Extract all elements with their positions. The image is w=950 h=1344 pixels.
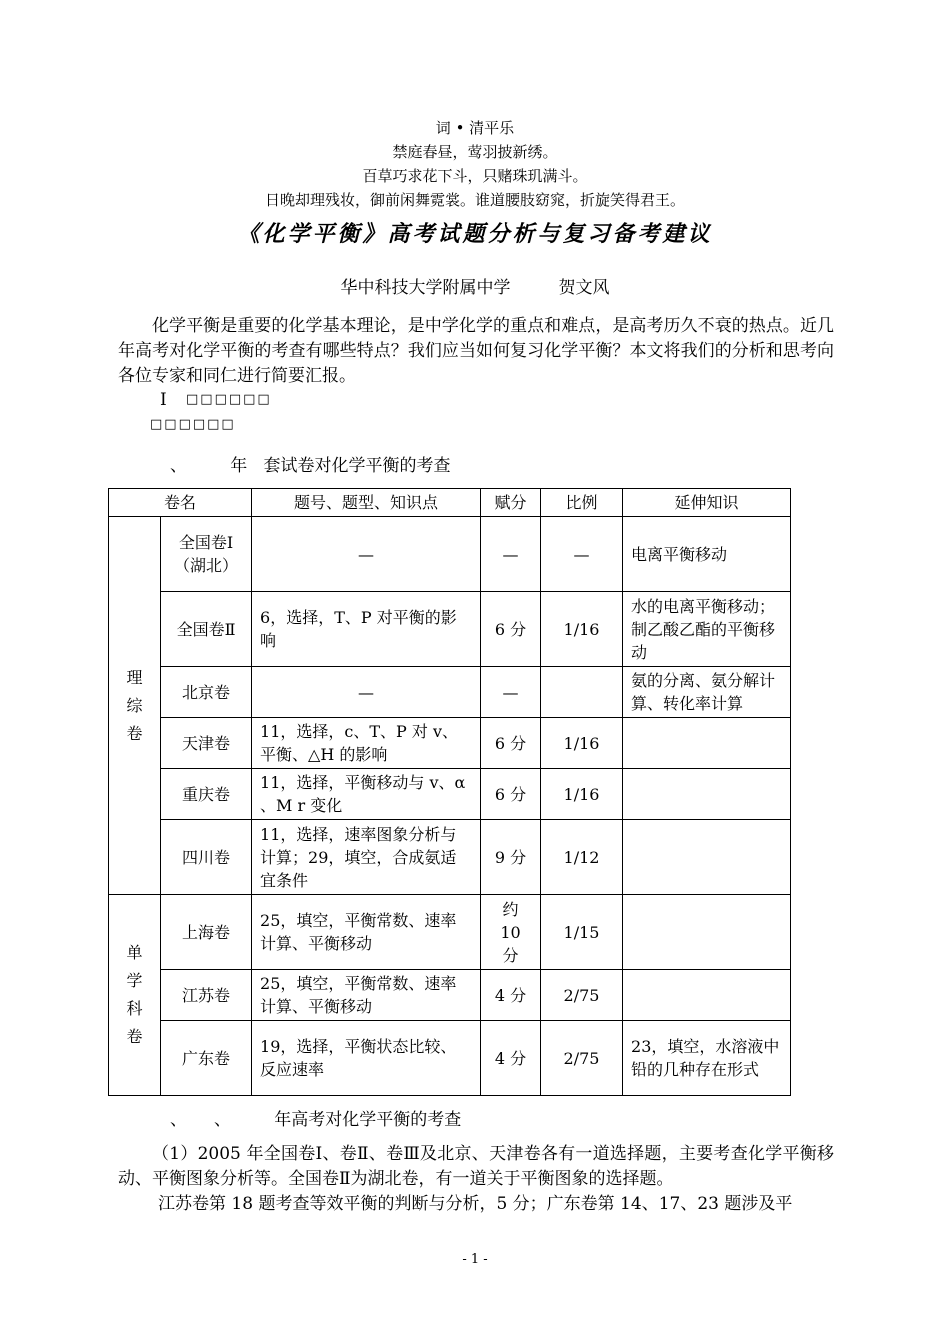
cell-ext: 电离平衡移动	[623, 517, 791, 592]
cell-score: 6 分	[481, 718, 541, 769]
article-title: 《化学平衡》高考试题分析与复习备考建议	[237, 221, 713, 247]
cell-topic: 19，选择，平衡状态比较、反应速率	[252, 1021, 481, 1096]
cell-name: 重庆卷	[161, 769, 252, 820]
exam-table	[108, 488, 791, 1096]
cell-ratio	[541, 667, 623, 718]
cell-topic: 11，选择，速率图象分析与计算；29，填空，合成氨适宜条件	[252, 820, 481, 895]
group-cell-2: 单学科卷	[109, 895, 161, 1096]
author-line	[0, 273, 950, 298]
cell-name: 江苏卷	[161, 970, 252, 1021]
cell-score: 4 分	[481, 1021, 541, 1096]
section-number: Ⅰ	[160, 390, 167, 410]
header-cell: 赋分	[481, 489, 541, 517]
cell-topic: 25，填空，平衡常数、速率计算、平衡移动	[252, 895, 481, 970]
body-paragraph-1: （1）2005 年全国卷Ⅰ、卷Ⅱ、卷Ⅲ及北京、天津卷各有一道选择题，主要考查化学平衡移动、平衡图象分析等。全国卷Ⅱ为湖北卷，有一道关于平衡图象的选择题。	[118, 1144, 834, 1189]
table-caption: 、 年 套试卷对化学平衡的考查	[170, 456, 451, 476]
cell-ext: 23，填空，水溶液中铅的几种存在形式	[623, 1021, 791, 1096]
school-name: 华中科技大学附属中学	[340, 278, 511, 298]
cell-ratio: —	[541, 517, 623, 592]
table-row	[109, 1021, 791, 1096]
cell-score: —	[481, 517, 541, 592]
cell-ext	[623, 820, 791, 895]
section-heading-2: 、 、 年高考对化学平衡的考查	[170, 1110, 462, 1130]
table-row	[109, 517, 791, 592]
intro-paragraph: 化学平衡是重要的化学基本理论，是中学化学的重点和难点，是高考历久不衰的热点。近几年高考对化学平衡的考查有哪些特点？我们应当如何复习化学平衡？本文将我们的分析和思考向各位专家和同仁进行简要汇报。	[118, 316, 834, 386]
cell-name: 广东卷	[161, 1021, 252, 1096]
table-header-row	[109, 489, 791, 517]
cell-name: 北京卷	[161, 667, 252, 718]
table-row	[109, 820, 791, 895]
cell-ratio: 1/15	[541, 895, 623, 970]
cell-topic: 11，选择，平衡移动与 v、α 、M r 变化	[252, 769, 481, 820]
cell-name: 全国卷Ⅱ	[161, 592, 252, 667]
cell-topic: 11，选择，c、T、P 对 v、平衡、△H 的影响	[252, 718, 481, 769]
header-cell: 题号、题型、知识点	[252, 489, 481, 517]
subsection-heading: □□□□□□	[150, 417, 236, 432]
cell-name: 上海卷	[161, 895, 252, 970]
cell-ratio: 1/16	[541, 718, 623, 769]
poem-line-2: 百草巧求花下斗，只赌珠玑满斗。	[362, 167, 588, 185]
cell-score: 6 分	[481, 769, 541, 820]
section-heading: □□□□□□	[186, 392, 272, 407]
author-name: 贺文风	[558, 278, 610, 298]
cell-topic: —	[252, 517, 481, 592]
cell-topic: 25，填空，平衡常数、速率计算、平衡移动	[252, 970, 481, 1021]
cell-topic: —	[252, 667, 481, 718]
cell-score: 9 分	[481, 820, 541, 895]
cell-ext	[623, 718, 791, 769]
cell-ratio: 2/75	[541, 1021, 623, 1096]
cell-ratio: 2/75	[541, 970, 623, 1021]
poem-title: 词 • 清平乐	[435, 119, 515, 137]
cell-name: 四川卷	[161, 820, 252, 895]
cell-score: 6 分	[481, 592, 541, 667]
header-cell: 比例	[541, 489, 623, 517]
cell-name: 全国卷Ⅰ（湖北）	[161, 517, 252, 592]
cell-score: 4 分	[481, 970, 541, 1021]
cell-ext	[623, 895, 791, 970]
cell-topic: 6，选择，T、P 对平衡的影响	[252, 592, 481, 667]
cell-ext	[623, 970, 791, 1021]
table-row	[109, 667, 791, 718]
table-row	[109, 895, 791, 970]
cell-score: 约 10 分	[481, 895, 541, 970]
cell-ext	[623, 769, 791, 820]
header-cell: 卷名	[109, 489, 252, 517]
cell-name: 天津卷	[161, 718, 252, 769]
cell-ratio: 1/16	[541, 769, 623, 820]
header-cell: 延伸知识	[623, 489, 791, 517]
cell-score: —	[481, 667, 541, 718]
table-row	[109, 769, 791, 820]
cell-ext: 水的电离平衡移动；制乙酸乙酯的平衡移动	[623, 592, 791, 667]
poem-line-3: 日晚却理残妆，御前闲舞霓裳。谁道腰肢窈窕，折旋笑得君王。	[264, 191, 685, 209]
table-row	[109, 970, 791, 1021]
cell-ratio: 1/12	[541, 820, 623, 895]
group-cell-1: 理综卷	[109, 517, 161, 895]
poem-line-1: 禁庭春昼，莺羽披新绣。	[392, 143, 558, 161]
cell-ratio: 1/16	[541, 592, 623, 667]
table-row	[109, 592, 791, 667]
cell-ext: 氨的分离、氨分解计算、转化率计算	[623, 667, 791, 718]
table-row	[109, 718, 791, 769]
page-number: - 1 -	[462, 1252, 488, 1267]
body-paragraph-2: 江苏卷第 18 题考查等效平衡的判断与分析，5 分；广东卷第 14、17、23 题涉及平	[158, 1194, 793, 1214]
